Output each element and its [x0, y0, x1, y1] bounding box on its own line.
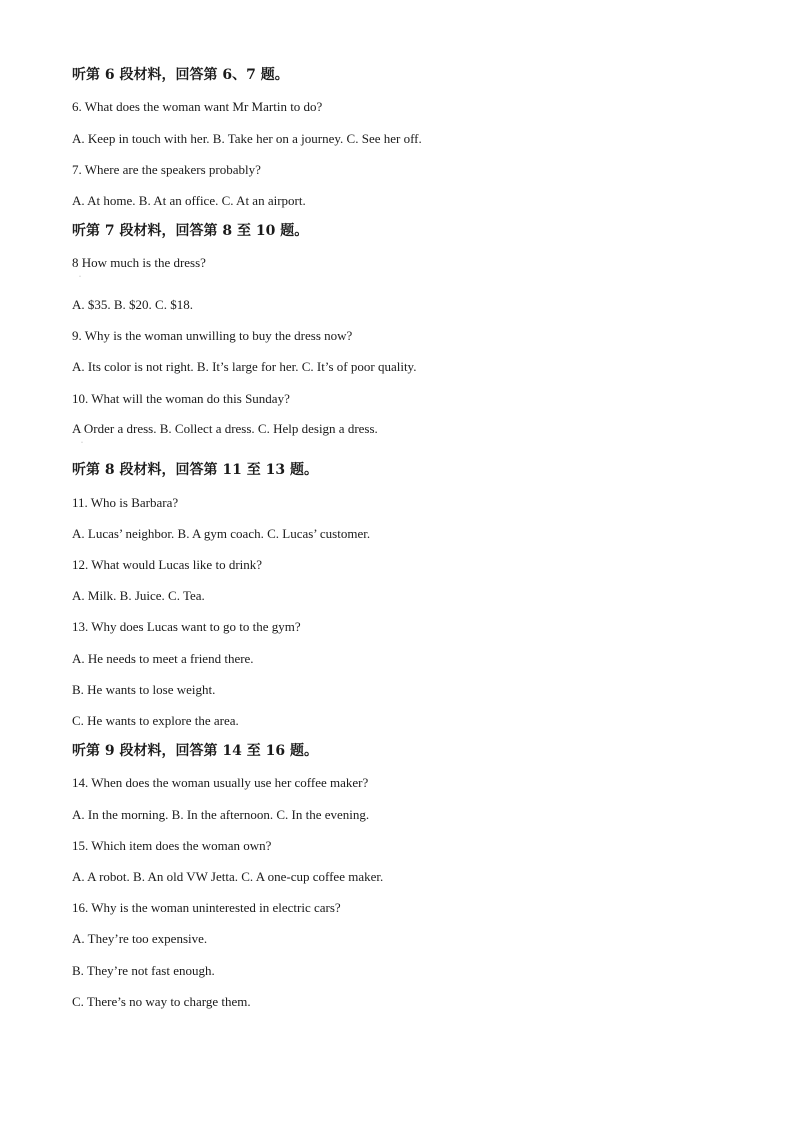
question: 11. Who is Barbara? [72, 495, 179, 510]
section-heading: 听第 8 段材料，回答第 11 至 13 题。 [72, 462, 318, 478]
answer-option: C. There’s no way to charge them. [72, 994, 251, 1009]
answer-options: A Order a dress. B. Collect a dress. C. Help design a dress. [72, 421, 378, 436]
answer-options: A. At home. B. At an office. C. At an airport. [72, 193, 306, 208]
answer-options: A. Its color is not right. B. It’s large for her. C. It’s of poor quality. [72, 359, 417, 374]
answer-option: C. He wants to explore the area. [72, 713, 239, 728]
answer-options: A. Lucas’ neighbor. B. A gym coach. C. Lucas’ customer. [72, 526, 371, 541]
question: 6. What does the woman want Mr Martin to do? [72, 99, 323, 114]
answer-options: A. $35. B. $20. C. $18. [72, 297, 193, 312]
question: 8 How much is the dress? [72, 255, 206, 270]
question: 16. Why is the woman uninterested in electric cars? [72, 900, 341, 915]
answer-options: A. Milk. B. Juice. C. Tea. [72, 588, 205, 603]
answer-options: A. Keep in touch with her. B. Take her on a journey. C. See her off. [72, 131, 422, 146]
question: 15. Which item does the woman own? [72, 838, 272, 853]
answer-options: A. In the morning. B. In the afternoon. C. In the evening. [72, 807, 370, 822]
question: 7. Where are the speakers probably? [72, 162, 261, 177]
question: 9. Why is the woman unwilling to buy the dress now? [72, 328, 353, 343]
stray-mark: · [79, 274, 81, 280]
section-heading: 听第 7 段材料，回答第 8 至 10 题。 [72, 223, 309, 239]
question: 12. What would Lucas like to drink? [72, 557, 263, 572]
answer-option: B. They’re not fast enough. [72, 963, 215, 978]
question: 13. Why does Lucas want to go to the gym? [72, 619, 301, 634]
question: 10. What will the woman do this Sunday? [72, 391, 290, 406]
answer-option: A. He needs to meet a friend there. [72, 651, 254, 666]
answer-option: A. They’re too expensive. [72, 931, 208, 946]
question: 14. When does the woman usually use her coffee maker? [72, 775, 369, 790]
section-heading: 听第 9 段材料，回答第 14 至 16 题。 [72, 743, 318, 759]
section-heading: 听第 6 段材料，回答第 6、7 题。 [72, 67, 289, 83]
answer-options: A. A robot. B. An old VW Jetta. C. A one-cup coffee maker. [72, 869, 384, 884]
answer-option: B. He wants to lose weight. [72, 682, 216, 697]
stray-mark: · [81, 440, 83, 446]
